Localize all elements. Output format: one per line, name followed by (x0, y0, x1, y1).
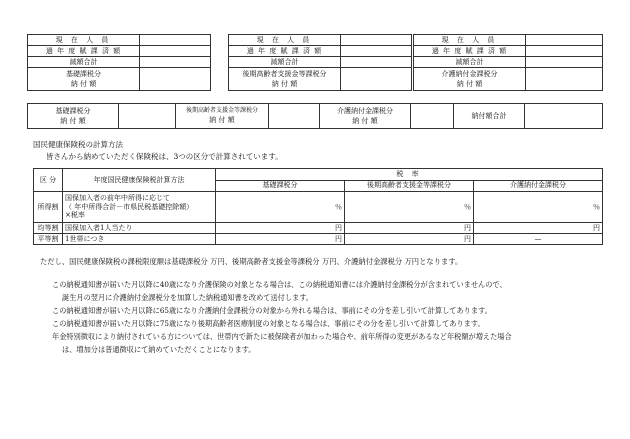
row-byoudouwari-label: 平等割 (34, 234, 63, 245)
value-cell (341, 68, 412, 91)
amount-kaigo-yen: 円 (474, 223, 603, 234)
row-byoudouwari-method: 1世帯につき (63, 234, 216, 245)
paragraph-line: 誕生月の翌月に介護納付金課税分を加算した納税通知書を改めて送付します。 (62, 293, 313, 302)
value-cell (140, 46, 211, 57)
paragraph-line: この納税通知書が届いた月以降に40歳になり介護保険の対象となる場合は、この納税通知書には介護納付金課税分が含まれていませんので、 (52, 280, 507, 289)
paragraph-line: は、増加分は普通徴収にて納めていただくことになります。 (62, 345, 256, 354)
amount-kiso-yen: 円 (216, 234, 345, 245)
label-current-members: 現 在 人 員 (414, 35, 526, 46)
label-reduction-total: 減額合計 (229, 57, 341, 68)
value-cell (140, 35, 211, 46)
header-kiso: 基礎課税分 (216, 180, 345, 192)
rate-kaigo-percent: ％ (474, 192, 603, 223)
label-prior-year-levied: 過 年 度 賦 課 済 額 (28, 46, 140, 57)
section-title: 国民健康保険税の計算方法 (33, 140, 123, 149)
summary-kaigo-label: 介護納付金課税分 納 付 額 (320, 104, 411, 129)
top-block-kouki (228, 34, 412, 91)
header-rate: 税 率 (216, 169, 603, 181)
label-kouki-payment: 後期高齢者支援金等課税分 納 付 額 (229, 68, 341, 91)
summary-total-label: 納付額合計 (454, 104, 525, 129)
header-method: 年度国民健康保険税計算方法 (63, 169, 216, 192)
summary-kouki-label: 後期高齢者支援金等課税分 納 付 額 (176, 104, 269, 129)
label-kaigo-payment: 介護納付金課税分 納 付 額 (414, 68, 526, 91)
header-kubun: 区 分 (34, 169, 63, 192)
paragraph-line: この納税通知書が届いた月以降に75歳になり後期高齢者医療制度の対象となる場合は、事前にその分を差し引いて計算してあります。 (52, 319, 485, 328)
limit-note: ただし、国民健康保険税の課税限度額は基礎課税分 万円、後期高齢者支援金等課税分 万円、介護納付金課税分 万円となります。 (40, 257, 463, 266)
summary-kiso-label: 基礎課税分 納 付 額 (28, 104, 119, 129)
label-prior-year-levied: 過 年 度 賦 課 済 額 (229, 46, 341, 57)
label-current-members: 現 在 人 員 (28, 35, 140, 46)
top-block-kaigo (413, 34, 603, 91)
value-cell (526, 35, 603, 46)
value-cell (341, 46, 412, 57)
paragraph-line: この納税通知書が届いた月以降に65歳になり介護納付金課税分の対象から外れる場合は、事前にその分を差し引いて計算してあります。 (52, 306, 492, 315)
value-cell (525, 104, 603, 129)
rate-kouki-percent: ％ (345, 192, 474, 223)
amount-kouki-yen: 円 (345, 234, 474, 245)
row-shotokuwari-label: 所得割 (34, 192, 63, 223)
value-cell (526, 57, 603, 68)
value-cell (140, 57, 211, 68)
header-kouki: 後期高齢者支援金等課税分 (345, 180, 474, 192)
value-cell (341, 57, 412, 68)
row-kintouwari-method: 国保加入者1人当たり (63, 223, 216, 234)
value-cell (119, 104, 176, 129)
section-intro: 皆さんから納めていただく保険税は、3つの区分で計算されています。 (46, 152, 283, 161)
value-cell (269, 104, 320, 129)
row-kintouwari-label: 均等割 (34, 223, 63, 234)
label-reduction-total: 減額合計 (414, 57, 526, 68)
value-cell (526, 46, 603, 57)
label-kiso-payment: 基礎課税分 納 付 額 (28, 68, 140, 91)
amount-kaigo-dash: — (474, 234, 603, 245)
summary-table (27, 103, 603, 129)
value-cell (140, 68, 211, 91)
calc-method-table (33, 168, 603, 245)
header-kaigo: 介護納付金課税分 (474, 180, 603, 192)
row-shotokuwari-method: 国保加入者の前年中所得に応じて （ 年中所得合計－市県民税基礎控除額） ×税率 (63, 192, 216, 223)
value-cell (411, 104, 454, 129)
top-block-kiso (27, 34, 211, 91)
label-current-members: 現 在 人 員 (229, 35, 341, 46)
rate-kiso-percent: ％ (216, 192, 345, 223)
label-reduction-total: 減額合計 (28, 57, 140, 68)
amount-kiso-yen: 円 (216, 223, 345, 234)
paragraph-line: 年金特別徴収により納付されている方については、世帯内で新たに被保険者が加わった場合や、前年所得の変更があるなど年税額が増えた場合 (52, 332, 512, 341)
value-cell (526, 68, 603, 91)
label-prior-year-levied: 過 年 度 賦 課 済 額 (414, 46, 526, 57)
value-cell (341, 35, 412, 46)
amount-kouki-yen: 円 (345, 223, 474, 234)
